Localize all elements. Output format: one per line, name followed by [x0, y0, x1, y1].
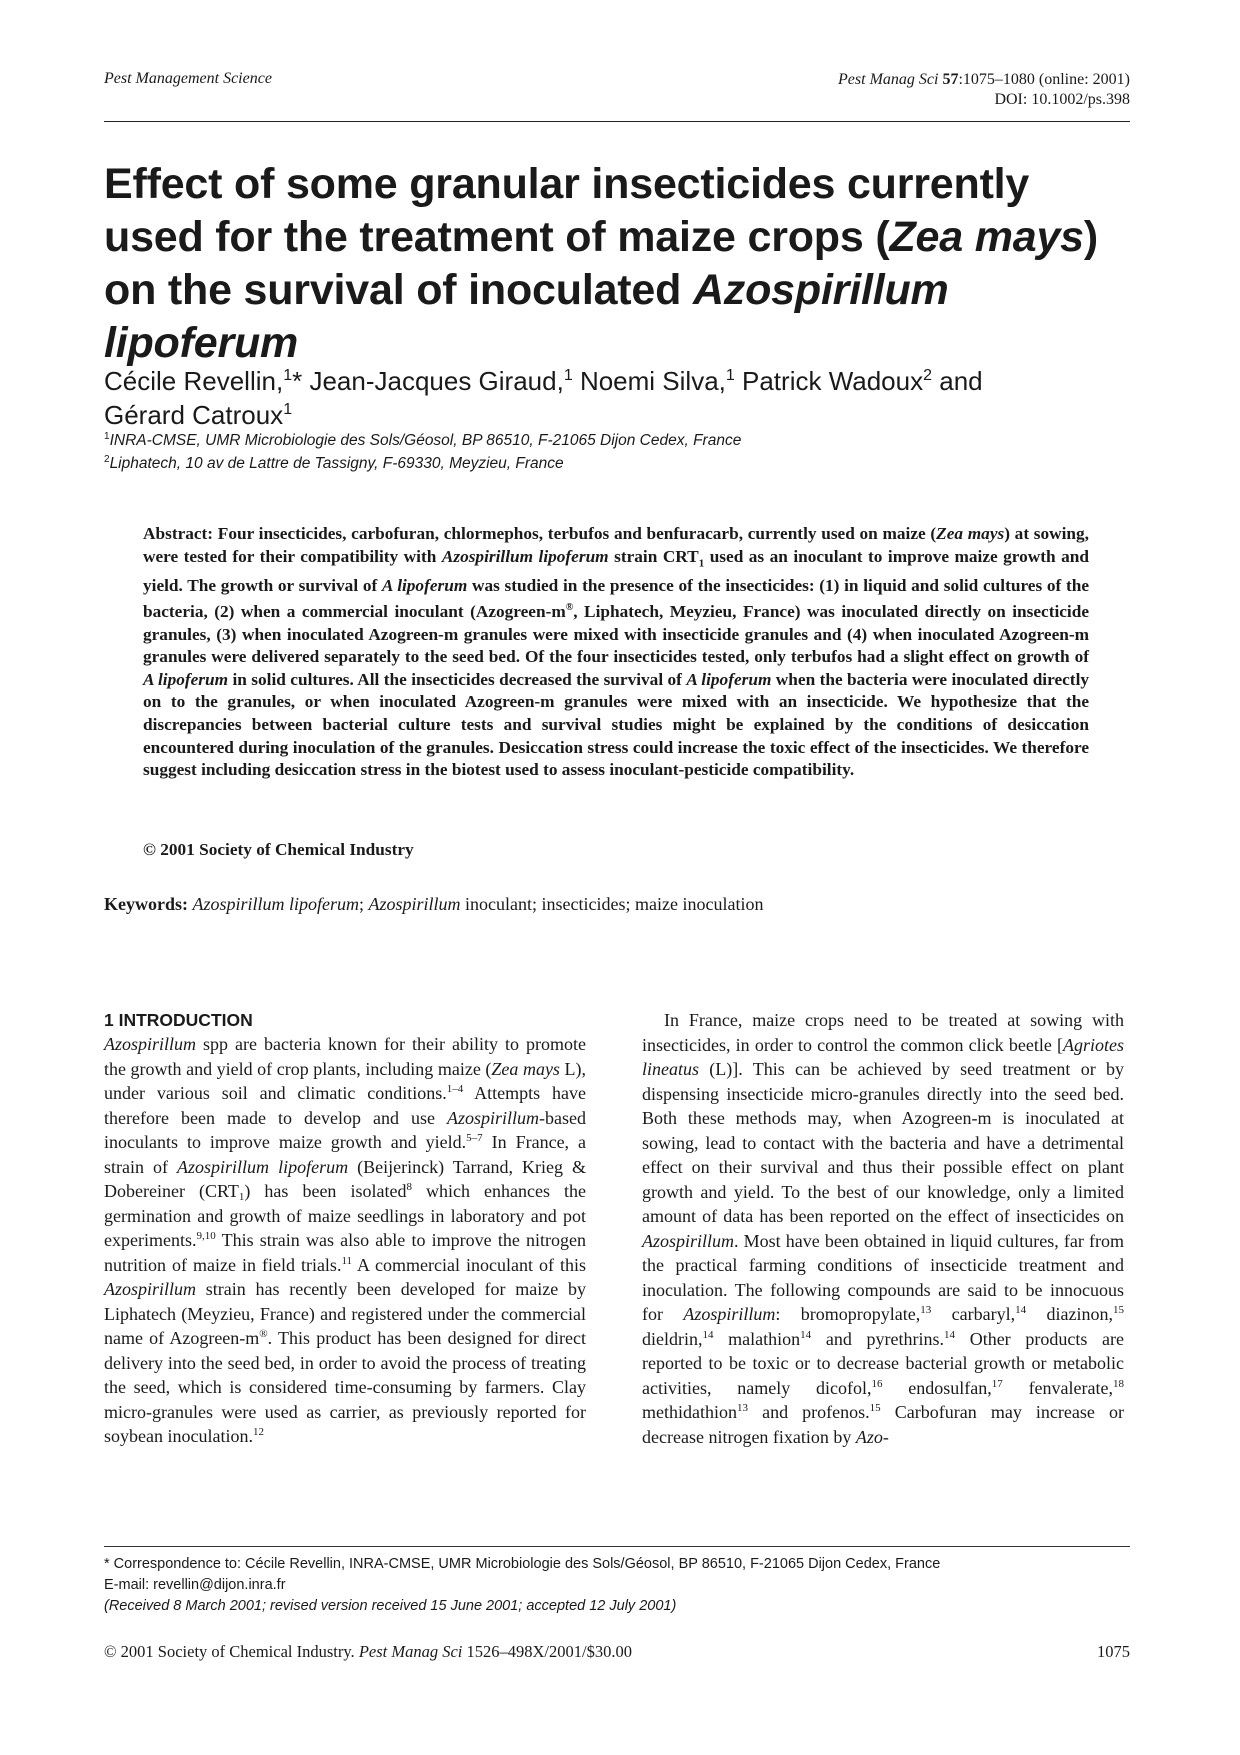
footer-issn: 1526–498X/2001/$30.00 [462, 1642, 632, 1661]
p2-span: carbaryl, [931, 1304, 1016, 1324]
abstract-copyright: © 2001 Society of Chemical Industry [143, 840, 414, 859]
p1-span: -based inoculants to improve maize growth and yield. [104, 1107, 586, 1152]
p2-span: Azospirillum [683, 1304, 776, 1324]
right-column [642, 1008, 1124, 1449]
citation-ref: 17 [991, 1377, 1003, 1390]
abstract-text-7: in solid cultures. All the insecticides decreased the survival of [228, 669, 687, 689]
abstract-organism-2: A lipoferum [381, 575, 468, 595]
p2-span: methidathion [642, 1402, 737, 1422]
p2-span: . Most have been obtained in liquid cultures, far from the practical farming conditions of insecticide treatment and inoculation. The following compounds are said to be innocuous for [642, 1230, 1124, 1324]
p1-span: ) has been isolated [244, 1181, 407, 1201]
title-text-1: Effect of some granular insecticides currently used for the treatment of maize crops ( [104, 160, 1030, 261]
p1-span: which enhances the germination and growth of maize seedlings in laboratory and pot experiments. [104, 1181, 586, 1250]
footnote-rule [104, 1546, 1130, 1547]
abstract [143, 523, 1089, 782]
abstract-text-2: ) at sowing, were tested for their compatibility with [143, 524, 1090, 566]
author-5-mark: 1 [283, 401, 293, 418]
abstract-organism-1: Azospirillum lipoferum [441, 546, 609, 566]
keyword-2: Azospirillum [368, 894, 461, 914]
citation-ref: 1–4 [446, 1083, 464, 1095]
affiliation-2 [104, 455, 564, 473]
page-number: 1075 [1097, 1642, 1130, 1661]
affiliation-2-mark: 2 [104, 454, 110, 465]
p1-span: A commercial inoculant of this [352, 1254, 586, 1275]
header-rule [104, 121, 1130, 122]
corresponding-star: * [292, 366, 303, 396]
p2-span: and pyrethrins. [811, 1328, 945, 1349]
citation-line [838, 70, 1130, 90]
keyword-rest: inoculant; insecticides; maize inoculation [460, 894, 764, 914]
p2-span: : bromopropylate, [775, 1304, 921, 1324]
doi: DOI: 10.1002/ps.398 [994, 91, 1130, 108]
author-1: Cécile Revellin, [104, 366, 284, 396]
keyword-1: Azospirillum lipoferum [192, 894, 360, 914]
author-5: Gérard Catroux [104, 400, 284, 430]
p2-span: Agriotes lineatus [642, 1034, 1124, 1079]
footer-journal: Pest Manag Sci [358, 1642, 463, 1661]
left-column [104, 1008, 586, 1449]
author-2: Jean-Jacques Giraud, [302, 366, 564, 396]
abstract-organism-3: A lipoferum [143, 669, 229, 689]
article-title [104, 158, 1124, 370]
author-3: Noemi Silva, [572, 366, 726, 396]
footer-copyright: © 2001 Society of Chemical Industry. [104, 1642, 359, 1661]
citation-journal: Pest Manag Sci [838, 71, 939, 88]
affiliation-1-text: INRA-CMSE, UMR Microbiologie des Sols/Géosol, BP 86510, F-21065 Dijon Cedex, France [109, 432, 742, 449]
p1-span: Azospirillum [104, 1034, 197, 1054]
p1-span: spp are bacteria known for their ability to promote the growth and yield of crop plants, including maize ( [104, 1034, 586, 1079]
keyword-separator: ; [359, 894, 369, 914]
citation-ref: 13 [920, 1304, 932, 1316]
registered-mark: ® [259, 1328, 268, 1340]
p2-span: Carbofuran may increase or decrease nitrogen fixation by [642, 1402, 1124, 1447]
citation-ref: 14 [944, 1328, 956, 1341]
citation-ref: 9,10 [196, 1230, 216, 1242]
citation-ref: 14 [702, 1328, 714, 1341]
strain-subscript: 1 [238, 1191, 245, 1203]
p2-span: fenvalerate, [1002, 1377, 1113, 1398]
author-3-mark: 1 [725, 367, 735, 384]
p2-span: Azo- [855, 1426, 889, 1447]
p2-span: In France, maize crops need to be treated at sowing with insecticides, in order to control the common click beetle [ [642, 1010, 1124, 1055]
citation-pages: :1075–1080 (online: 2001) [958, 71, 1130, 88]
author-2-mark: 1 [563, 367, 573, 384]
p1-span: strain has recently been developed for maize by Liphatech (Meyzieu, France) and registered under the commercial name of Azogreen-m [104, 1279, 586, 1348]
citation-ref: 8 [406, 1181, 412, 1193]
p1-span: Azospirillum [104, 1279, 197, 1299]
citation-volume: 57 [942, 71, 959, 88]
citation-ref: 18 [1113, 1377, 1124, 1390]
abstract-species: Zea mays [936, 524, 1005, 543]
affiliation-1 [104, 432, 741, 450]
running-journal-name: Pest Management Science [104, 70, 272, 87]
abstract-text-8: when the bacteria were inoculated directly on to the granules, or when inoculated Azogreen-m granules were mixed with an insecticide. We hypothesize that the discrepancies between bacterial culture tests and survival studies might be explained by the conditions of desiccation encountered during inoculation of the granules. Desiccation stress could increase the toxic effect of the insecticides. We therefore suggest including desiccation stress in the biotest used to assess inoculant-pesticide compatibility. [143, 669, 1090, 780]
title-text-2: ) on the survival of inoculated [104, 213, 1099, 314]
footnote-correspondence: * Correspondence to: Cécile Revellin, INRA-CMSE, UMR Microbiologie des Sols/Géosol, BP 86510, F-21065 Dijon Cedex, France [104, 1556, 941, 1572]
footnote-received: (Received 8 March 2001; revised version received 15 June 2001; accepted 12 July 2001) [104, 1598, 677, 1614]
citation-ref: 11 [341, 1254, 353, 1267]
p2-span: Other products are reported to be toxic or to decrease bacterial growth or metabolic activities, namely dicofol, [642, 1328, 1124, 1398]
p1-span: Attempts have therefore been made to develop and use [104, 1083, 586, 1128]
affiliation-2-text: Liphatech, 10 av de Lattre de Tassigny, F-69330, Meyzieu, France [109, 455, 564, 472]
p1-span: In France, a strain of [104, 1132, 586, 1177]
citation-ref: 14 [800, 1328, 812, 1341]
p2-span: dieldrin, [642, 1328, 703, 1349]
p2-span: and profenos. [747, 1402, 870, 1422]
abstract-text-3: strain CRT [608, 546, 699, 566]
abstract-text-4: used as an inoculant to improve maize growth and yield. The growth or survival of [143, 546, 1089, 595]
page-footer [104, 1642, 632, 1662]
p2-span: malathion [713, 1328, 801, 1349]
p2-span: Azospirillum [642, 1230, 735, 1251]
citation-ref: 15 [1112, 1304, 1124, 1316]
author-and: and [932, 366, 983, 396]
author-4-mark: 2 [923, 367, 933, 384]
author-list [104, 364, 1124, 432]
p1-span: Zea mays [491, 1058, 560, 1079]
registered-mark: ® [565, 602, 574, 614]
footnote-email: E-mail: revellin@dijon.inra.fr [104, 1577, 286, 1593]
citation-ref: 12 [252, 1426, 264, 1438]
keywords [104, 894, 763, 915]
citation-ref: 13 [736, 1402, 748, 1414]
author-4: Patrick Wadoux [734, 366, 924, 396]
citation-ref: 15 [869, 1402, 881, 1414]
citation-ref: 14 [1015, 1304, 1027, 1316]
keywords-label: Keywords: [104, 894, 188, 914]
author-1-mark: 1 [283, 367, 293, 384]
abstract-text-5: was studied in the presence of the insecticides: (1) in liquid and solid cultures of the bacteria, (2) when a commercial inoculant (Azogreen-m [143, 575, 1090, 621]
title-organism: Azospirillum lipoferum [104, 266, 949, 367]
abstract-text-1: Abstract: Four insecticides, carbofuran, chlormephos, terbufos and benfuracarb, currently used on maize ( [143, 524, 937, 543]
intro-paragraph-2 [642, 1008, 1124, 1449]
p2-span: endosulfan, [882, 1377, 992, 1398]
section-heading: 1 INTRODUCTION [104, 1010, 253, 1030]
abstract-strain-sub: 1 [698, 557, 705, 570]
intro-paragraph-1 [104, 1032, 586, 1449]
citation-ref: 16 [871, 1377, 883, 1390]
p1-span: Azospirillum lipoferum [177, 1156, 349, 1177]
p1-span: This strain was also able to improve the nitrogen nutrition of maize in field trials. [104, 1230, 586, 1275]
p1-span: L), under various soil and climatic conditions. [104, 1058, 586, 1103]
abstract-organism-4: A lipoferum [686, 669, 772, 689]
citation-ref: 5–7 [466, 1132, 483, 1144]
running-citation [838, 70, 1130, 110]
p1-span: (Beijerinck) Tarrand, Krieg & Dobereiner (CRT [104, 1156, 587, 1201]
abstract-text-6: , Liphatech, Meyzieu, France) was inoculated directly on insecticide granules, (3) when inoculated Azogreen-m granules were mixed with insecticide granules and (4) when inoculated Azogreen-m granules were delivered separately to the seed bed. Of the four insecticides tested, only terbufos had a slight effect on growth of [143, 602, 1089, 667]
title-species: Zea mays [889, 213, 1084, 261]
affiliation-1-mark: 1 [104, 431, 110, 442]
p1-span: Azospirillum [447, 1107, 540, 1128]
p1-span: . This product has been designed for direct delivery into the seed bed, in order to avoid the process of treating the seed, which is considered time-consuming by farmers. Clay micro-granules were used as carrier, as previously reported for soybean inoculation. [104, 1328, 586, 1446]
p2-span: diazinon, [1026, 1304, 1113, 1324]
p2-span: (L)]. This can be achieved by seed treatment or by dispensing insecticide micro-granules directly into the seed bed. Both these methods may, when Azogreen-m is inoculated at sowing, lead to contact with the bacteria and have a detrimental effect on their survival and thus their possible effect on plant growth and yield. To the best of our knowledge, only a limited amount of data has been reported on the effect of insecticides on [642, 1059, 1124, 1226]
